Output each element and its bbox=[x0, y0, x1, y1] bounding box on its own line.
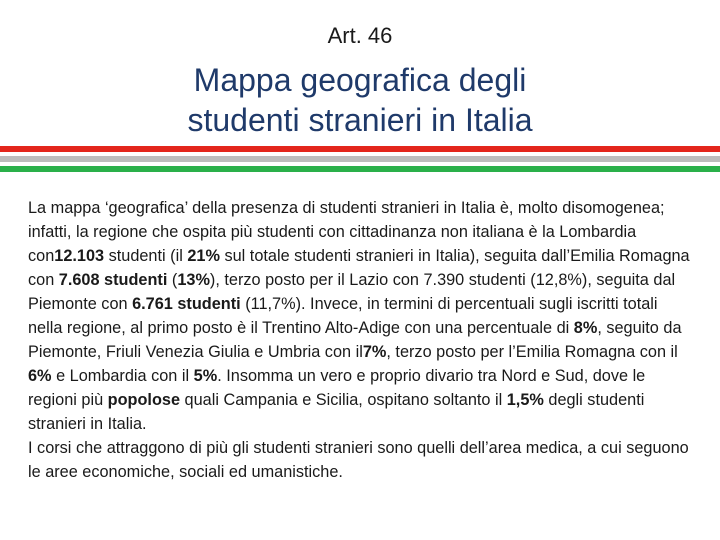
paragraph-1 bbox=[28, 196, 690, 436]
highlight-value: 1,5% bbox=[506, 391, 544, 409]
text-segment: (11,7%). Invece, in termini di percentuali sugli iscritti totali nella regione, al primo posto è il Trentino Alto-Adige con una percentuale di bbox=[28, 295, 658, 337]
paragraph-2: I corsi che attraggono di più gli studenti stranieri sono quelli dell’area medica, a cui seguono le aree economiche, sociali ed umanistiche. bbox=[28, 439, 689, 481]
text-segment: . Insomma un vero e proprio divario tra Nord e Sud, dove le regioni più bbox=[28, 367, 646, 409]
page-title bbox=[0, 60, 720, 140]
text-segment: sul totale studenti stranieri in Italia), seguita dall’Emilia Romagna con bbox=[28, 247, 690, 289]
highlight-value: 12.103 bbox=[54, 247, 105, 265]
highlight-value: 7.608 studenti bbox=[58, 271, 168, 289]
text-segment: e Lombardia con il bbox=[51, 367, 194, 385]
highlight-value: 13% bbox=[177, 271, 210, 289]
title-line-2: studenti stranieri in Italia bbox=[187, 102, 533, 138]
text-segment: ), terzo posto per il Lazio con 7.390 studenti (12,8%), seguita dal Piemonte con bbox=[28, 271, 676, 313]
highlight-value: popolose bbox=[107, 391, 181, 409]
text-segment: , terzo posto per l’Emilia Romagna con il bbox=[386, 343, 678, 361]
highlight-value: 6.761 studenti bbox=[132, 295, 241, 313]
text-segment: quali Campania e Sicilia, ospitano soltanto il bbox=[180, 391, 507, 409]
text-segment: , seguito da Piemonte, Friuli Venezia Giulia e Umbria con il bbox=[28, 319, 682, 361]
article-subtitle: Art. 46 bbox=[327, 23, 393, 48]
text-segment: degli studenti stranieri in Italia. bbox=[28, 391, 645, 433]
text-segment: studenti (il bbox=[104, 247, 188, 265]
highlight-value: 5% bbox=[193, 367, 218, 385]
text-segment: ( bbox=[167, 271, 178, 289]
flag-green-band bbox=[0, 166, 720, 172]
text-segment: La mappa ‘geografica’ della presenza di studenti stranieri in Italia è, molto disomogenea; infatti, la regione che ospita più studenti con cittadinanza non italiana è la Lombardia con bbox=[28, 199, 665, 265]
highlight-value: 21% bbox=[187, 247, 220, 265]
body-text bbox=[28, 196, 690, 484]
flag-gray-band bbox=[0, 156, 720, 162]
highlight-value: 8% bbox=[573, 319, 598, 337]
flag-red-band bbox=[0, 146, 720, 152]
title-line-1: Mappa geografica degli bbox=[193, 62, 527, 98]
italian-flag-divider bbox=[0, 146, 720, 176]
highlight-value: 7% bbox=[362, 343, 387, 361]
highlight-value: 6% bbox=[28, 367, 52, 385]
